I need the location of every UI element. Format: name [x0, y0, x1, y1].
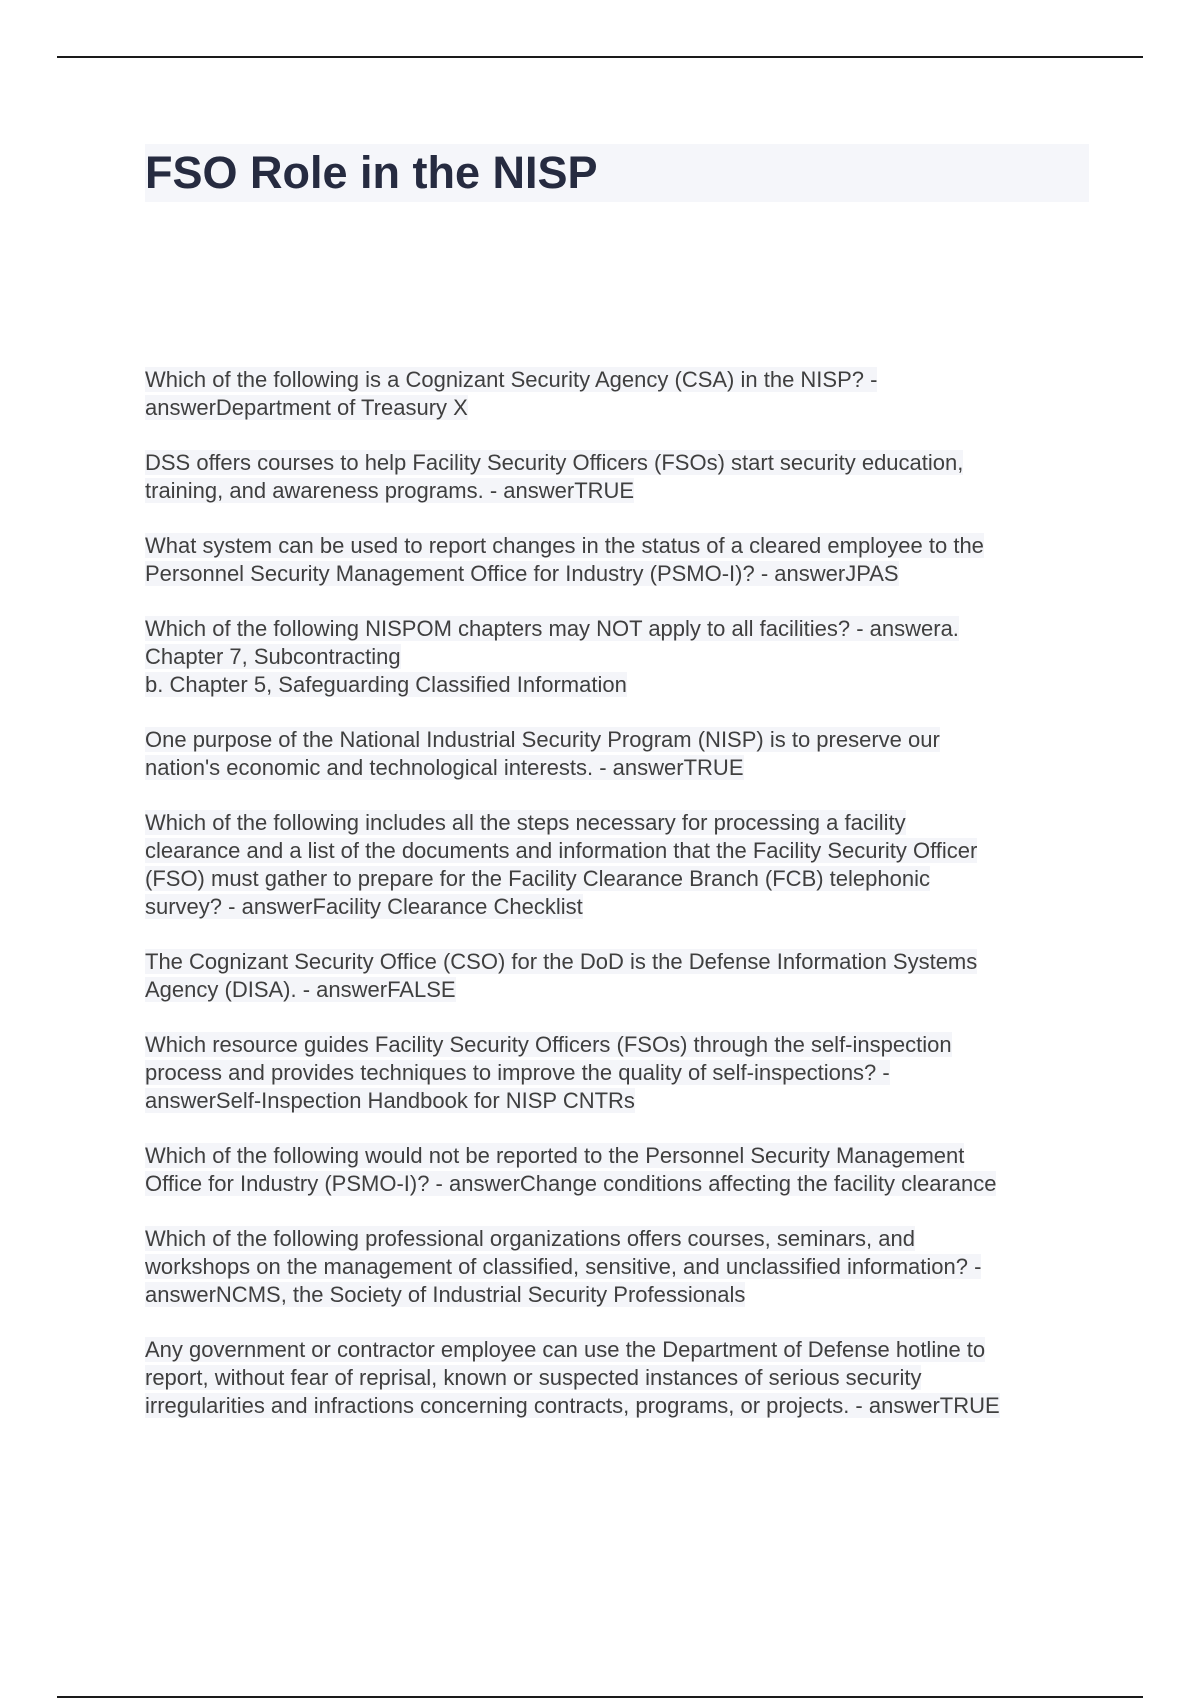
qa-line-text: clearance and a list of the documents and information that the Facility Security Officer	[145, 838, 978, 863]
qa-line	[145, 1031, 1095, 1059]
qa-line	[145, 837, 1095, 865]
qa-line-text: Agency (DISA). - answerFALSE	[145, 977, 456, 1002]
qa-item	[145, 449, 1095, 505]
qa-line-text: The Cognizant Security Office (CSO) for the DoD is the Defense Information Systems	[145, 949, 978, 974]
qa-line	[145, 726, 1095, 754]
qa-line-text: Which of the following includes all the steps necessary for processing a facility	[145, 810, 906, 835]
qa-item	[145, 809, 1095, 921]
qa-line-text: Any government or contractor employee can use the Department of Defense hotline to	[145, 1337, 986, 1362]
qa-line	[145, 976, 1095, 1004]
qa-line-text: irregularities and infractions concerning contracts, programs, or projects. - answerTRUE	[145, 1393, 1000, 1418]
qa-line-text: Chapter 7, Subcontracting	[145, 644, 401, 669]
qa-item	[145, 1142, 1095, 1198]
qa-item	[145, 615, 1095, 699]
qa-item	[145, 366, 1095, 422]
qa-line-text: b. Chapter 5, Safeguarding Classified Information	[145, 672, 627, 697]
qa-line	[145, 1281, 1095, 1309]
qa-line	[145, 394, 1095, 422]
qa-line	[145, 948, 1095, 976]
qa-line-text: process and provides techniques to improve the quality of self-inspections? -	[145, 1060, 890, 1085]
qa-line-text: training, and awareness programs. - answerTRUE	[145, 478, 635, 503]
qa-line-text: One purpose of the National Industrial Security Program (NISP) is to preserve our	[145, 727, 940, 752]
qa-line-text: answerNCMS, the Society of Industrial Security Professionals	[145, 1282, 746, 1307]
qa-line	[145, 1336, 1095, 1364]
title-block	[145, 144, 1089, 202]
qa-line	[145, 477, 1095, 505]
qa-line-text: (FSO) must gather to prepare for the Facility Clearance Branch (FCB) telephonic	[145, 866, 930, 891]
qa-line	[145, 532, 1095, 560]
qa-line-text: answerDepartment of Treasury X	[145, 395, 468, 420]
qa-line	[145, 366, 1095, 394]
qa-line	[145, 893, 1095, 921]
qa-item	[145, 1031, 1095, 1115]
bottom-rule	[57, 1696, 1143, 1698]
qa-line-text: report, without fear of reprisal, known or suspected instances of serious security	[145, 1365, 922, 1390]
qa-line-text: Which of the following NISPOM chapters may NOT apply to all facilities? - answera.	[145, 616, 959, 641]
qa-line-text: survey? - answerFacility Clearance Checklist	[145, 894, 583, 919]
qa-line-text: Personnel Security Management Office for Industry (PSMO-I)? - answerJPAS	[145, 561, 899, 586]
top-rule	[57, 56, 1143, 58]
qa-line-text: DSS offers courses to help Facility Security Officers (FSOs) start security education,	[145, 450, 964, 475]
qa-line	[145, 754, 1095, 782]
qa-line	[145, 615, 1095, 643]
qa-line-text: Which resource guides Facility Security Officers (FSOs) through the self-inspection	[145, 1032, 952, 1057]
qa-line-text: nation's economic and technological interests. - answerTRUE	[145, 755, 744, 780]
qa-line-text: workshops on the management of classified, sensitive, and unclassified information? -	[145, 1254, 982, 1279]
page-title: FSO Role in the NISP	[145, 147, 598, 198]
qa-line-text: What system can be used to report changes in the status of a cleared employee to the	[145, 533, 984, 558]
qa-line	[145, 449, 1095, 477]
qa-item	[145, 532, 1095, 588]
qa-item	[145, 726, 1095, 782]
qa-line	[145, 1087, 1095, 1115]
qa-line-text: Which of the following professional organizations offers courses, seminars, and	[145, 1226, 915, 1251]
qa-line-text: Office for Industry (PSMO-I)? - answerChange conditions affecting the facility clearance	[145, 1171, 997, 1196]
qa-line	[145, 1142, 1095, 1170]
qa-item	[145, 948, 1095, 1004]
qa-line	[145, 1170, 1095, 1198]
qa-line	[145, 809, 1095, 837]
qa-line	[145, 865, 1095, 893]
qa-line	[145, 643, 1095, 671]
qa-line	[145, 1059, 1095, 1087]
qa-line-text: Which of the following is a Cognizant Security Agency (CSA) in the NISP? -	[145, 367, 878, 392]
qa-line-text: answerSelf-Inspection Handbook for NISP CNTRs	[145, 1088, 635, 1113]
qa-line	[145, 560, 1095, 588]
qa-line	[145, 671, 1095, 699]
qa-line	[145, 1392, 1095, 1420]
qa-line	[145, 1253, 1095, 1281]
qa-item	[145, 1336, 1095, 1420]
qa-line	[145, 1225, 1095, 1253]
qa-line	[145, 1364, 1095, 1392]
qa-line-text: Which of the following would not be reported to the Personnel Security Management	[145, 1143, 965, 1168]
qa-list	[145, 366, 1095, 1447]
qa-item	[145, 1225, 1095, 1309]
